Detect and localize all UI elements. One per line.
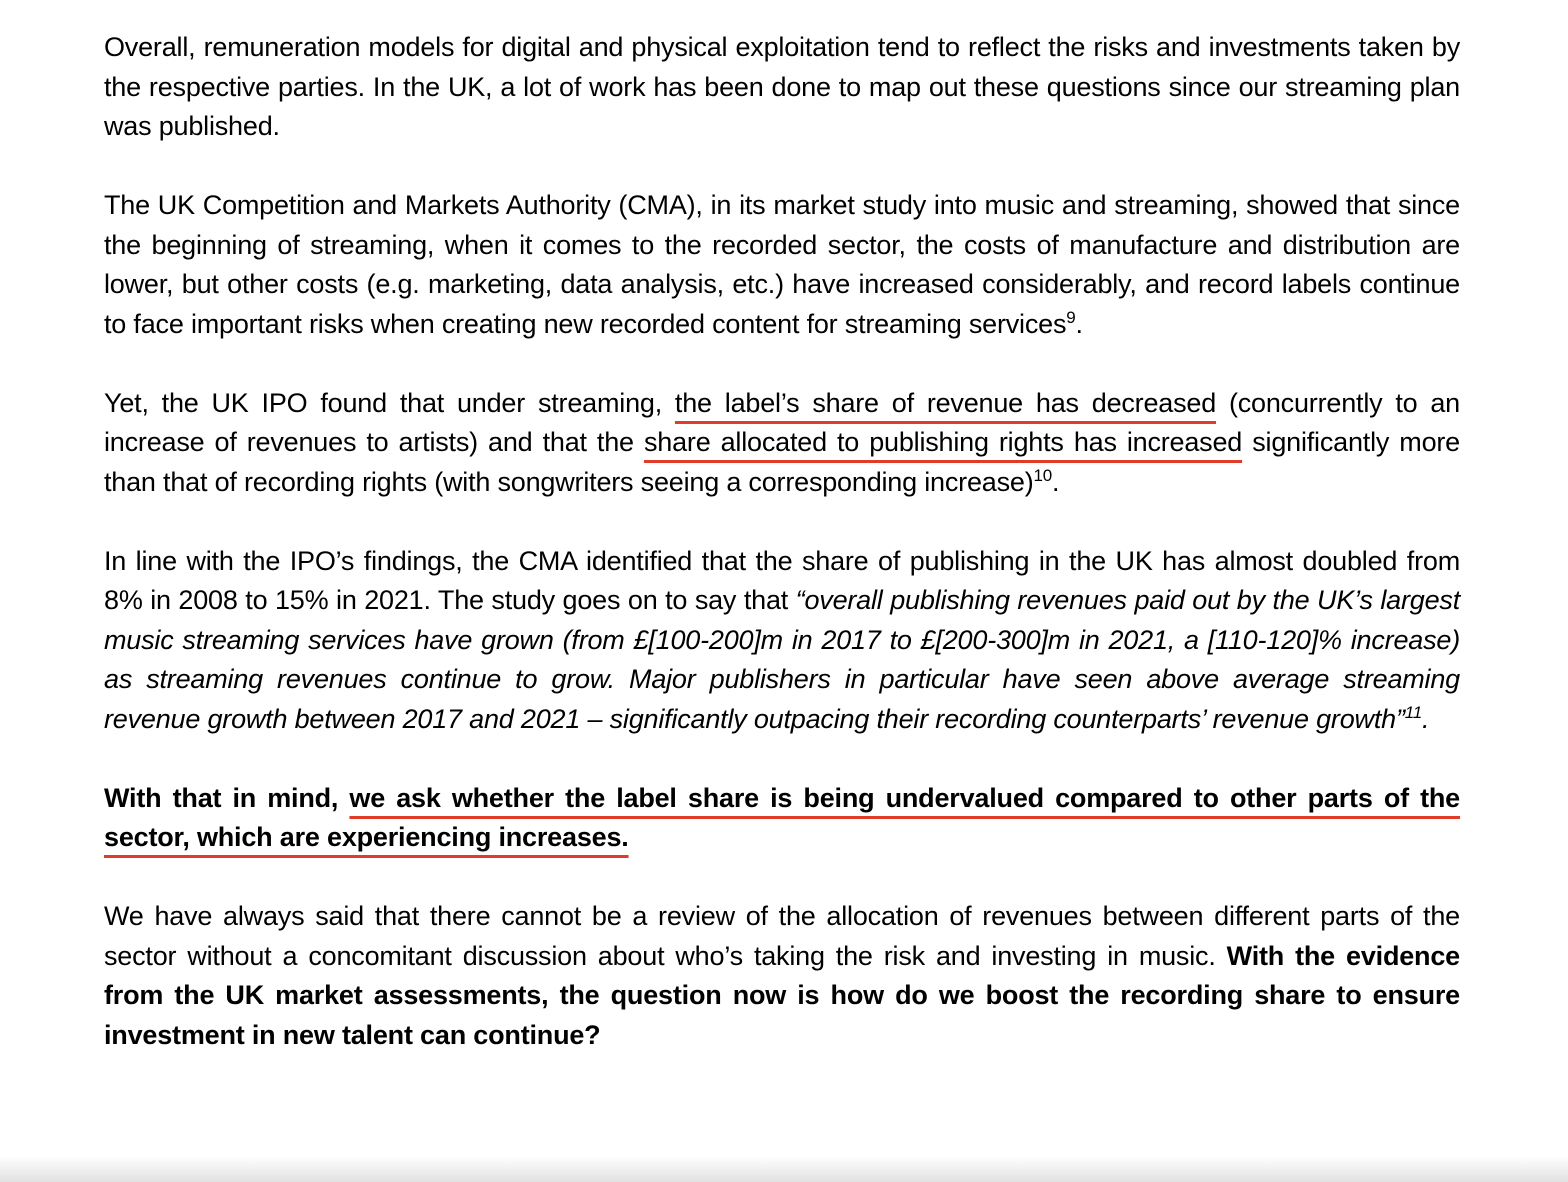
page-bottom-shadow bbox=[0, 1156, 1568, 1182]
paragraph-text: Overall, remuneration models for digital and physical exploitation tend to reflect the risks and investments taken by the respective parties. In the UK, a lot of work has been done to map out these questions since our streaming plan was published. bbox=[104, 32, 1460, 141]
paragraph-text: In line with the IPO’s findings, the CMA identified that the share of publishing in the UK has almost doubled from 8% in 2008 to 15% in 2021. The study goes on to say that bbox=[104, 545, 1460, 615]
paragraph-end: . bbox=[1052, 466, 1060, 497]
underlined-publishing-share-increased: share allocated to publishing rights has increased bbox=[643, 427, 1243, 457]
paragraph-text: With that in mind, bbox=[104, 782, 350, 813]
footnote-ref-9[interactable]: 9 bbox=[1066, 307, 1076, 327]
document-page bbox=[104, 28, 1460, 1095]
paragraph-text: (concurrently to an increase of revenues to artists) and that the bbox=[104, 387, 1460, 457]
footnote-ref-10[interactable]: 10 bbox=[1033, 465, 1053, 485]
paragraph-remuneration-models bbox=[104, 28, 1460, 147]
underlined-label-share-undervalued: we ask whether the label share is being undervalued compared to other parts of the sector, which are experiencing increases. bbox=[104, 782, 1460, 852]
paragraph-text: significantly more than that of recording rights (with songwriters seeing a corresponding increase) bbox=[104, 427, 1460, 497]
paragraph-ipo-findings bbox=[104, 384, 1460, 503]
paragraph-text: We have always said that there cannot be a review of the allocation of revenues between different parts of the sector without a concomitant discussion about who’s taking the risk and investing in music. bbox=[104, 901, 1460, 971]
paragraph-end: . bbox=[1422, 703, 1430, 734]
underlined-label-share-decreased: the label’s share of revenue has decreased bbox=[674, 387, 1217, 418]
paragraph-end: . bbox=[1075, 308, 1083, 339]
paragraph-closing bbox=[104, 897, 1460, 1055]
footnote-ref-11[interactable]: 11 bbox=[1404, 702, 1422, 722]
paragraph-publishing-share bbox=[104, 542, 1460, 740]
paragraph-label-share-question bbox=[104, 779, 1460, 858]
paragraph-text: The UK Competition and Markets Authority (CMA), in its market study into music and streaming, showed that since the beginning of streaming, when it comes to the recorded sector, the costs of manufacture and distribution are lower, but other costs (e.g. marketing, data analysis, etc.) have increased considerably, and record labels continue to face important risks when creating new recorded content for streaming services bbox=[104, 190, 1460, 339]
paragraph-text: Yet, the UK IPO found that under streaming, bbox=[104, 387, 675, 418]
closing-question: With the evidence from the UK market assessments, the question now is how do we boost the recording share to ensure investment in new talent can continue? bbox=[104, 940, 1460, 1050]
paragraph-cma-market-study bbox=[104, 186, 1460, 344]
cma-quote: “overall publishing revenues paid out by the UK’s largest music streaming services have grown (from £[100-200]m in 2017 to £[200-300]m in 2021, a [110-120]% increase) as streaming revenues continue to grow. Major publishers in particular have seen above average streaming revenue growth between 2017 and 2021 – significantly outpacing their recording counterparts’ revenue growth” bbox=[104, 585, 1460, 734]
